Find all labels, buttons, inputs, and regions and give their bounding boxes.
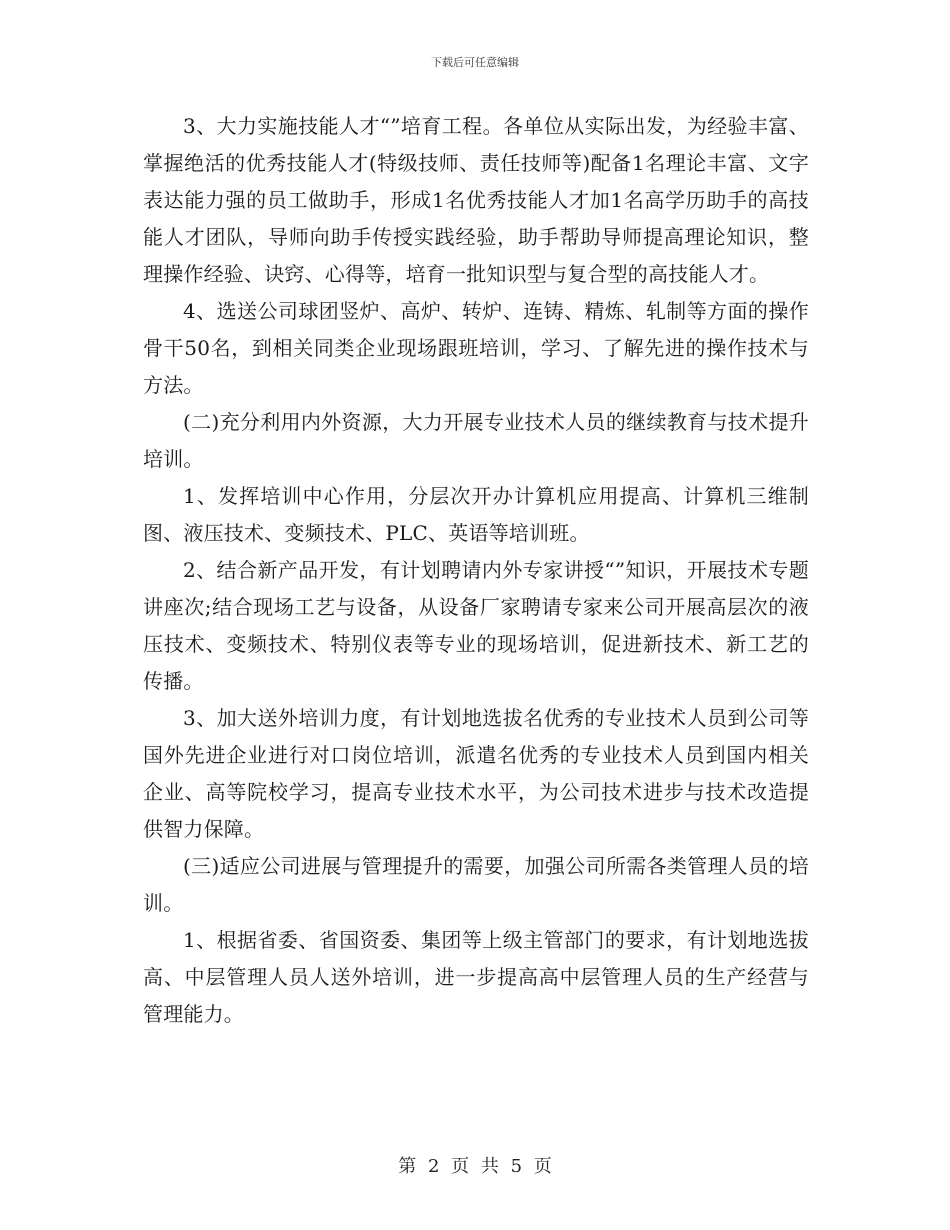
page-header-note: 下载后可任意编辑 xyxy=(431,56,519,69)
paragraph: 1、根据省委、省国资委、集团等上级主管部门的要求，有计划地选拔高、中层管理人员人送外培训，进一步提高高中层管理人员的生产经营与管理能力。 xyxy=(143,928,809,1026)
paragraph: 4、选送公司球团竖炉、高炉、转炉、连铸、精炼、轧制等方面的操作骨干50名，到相关同类企业现场跟班培训，学习、了解先进的操作技术与方法。 xyxy=(143,299,809,397)
section-heading: (二)充分利用内外资源，大力开展专业技术人员的继续教育与技术提升培训。 xyxy=(143,410,809,471)
paragraph: 3、大力实施技能人才“”培育工程。各单位从实际出发，为经验丰富、掌握绝活的优秀技能人才(特级技师、责任技师等)配备1名理论丰富、文字表达能力强的员工做助手，形成1名优秀技能人才加1名高学历助手的高技能人才团队，导师向助手传授实践经验，助手帮助导师提高理论知识，整理操作经验、诀窍、心得等，培育一批知识型与复合型的高技能人才。 xyxy=(143,114,809,286)
paragraph: 2、结合新产品开发，有计划聘请内外专家讲授“”知识，开展技术专题讲座次;结合现场工艺与设备，从设备厂家聘请专家来公司开展高层次的液压技术、变频技术、特别仪表等专业的现场培训，促进新技术、新工艺的传播。 xyxy=(143,558,809,693)
page-number-footer: 第 2 页 共 5 页 xyxy=(398,1156,552,1177)
paragraph: 3、加大送外培训力度，有计划地选拔名优秀的专业技术人员到公司等国外先进企业进行对口岗位培训，派遣名优秀的专业技术人员到国内相关企业、高等院校学习，提高专业技术水平，为公司技术进步与技术改造提供智力保障。 xyxy=(143,706,809,841)
paragraph: 1、发挥培训中心作用，分层次开办计算机应用提高、计算机三维制图、液压技术、变频技术、PLC、英语等培训班。 xyxy=(143,484,809,545)
document-body xyxy=(143,108,809,1033)
section-heading: (三)适应公司进展与管理提升的需要，加强公司所需各类管理人员的培训。 xyxy=(143,854,809,915)
